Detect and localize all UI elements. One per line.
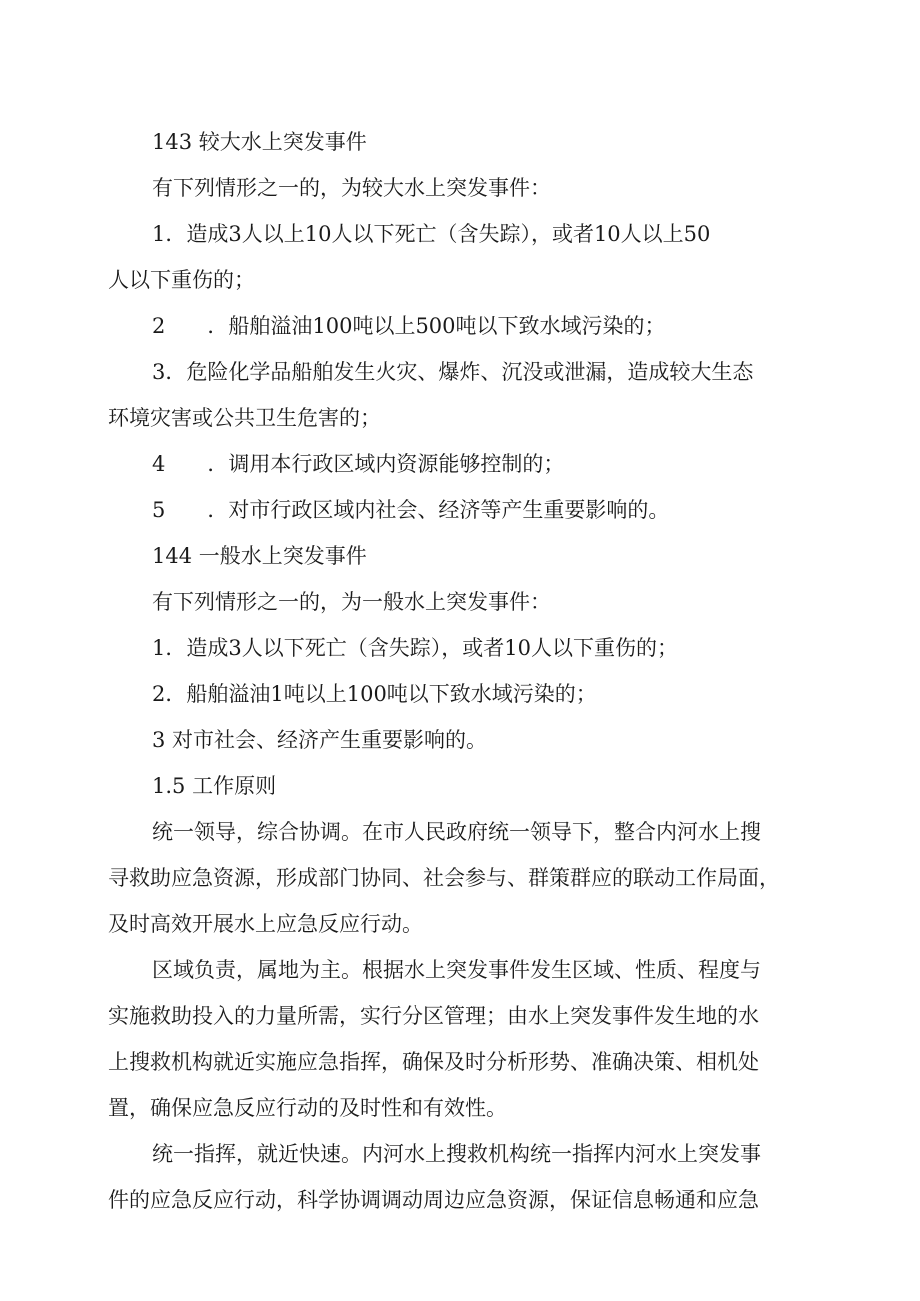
paragraph-line: 上搜救机构就近实施应急指挥，确保及时分析形势、准确决策、相机处 <box>108 1050 759 1074</box>
heading-1-4-4: 144 一般水上突发事件 <box>152 544 367 568</box>
list-item-line: 5 ．对市行政区域内社会、经济等产生重要影响的。 <box>152 498 670 522</box>
paragraph-line: 件的应急反应行动，科学协调调动周边应急资源，保证信息畅通和应急 <box>108 1188 759 1212</box>
heading-1-5: 1.5 工作原则 <box>152 774 277 798</box>
list-item-line: 3 对市社会、经济产生重要影响的。 <box>152 728 488 752</box>
heading-1-4-3: 143 较大水上突发事件 <box>152 130 367 154</box>
paragraph-line: 有下列情形之一的，为较大水上突发事件： <box>152 176 551 200</box>
paragraph-line: 统一领导，综合协调。在市人民政府统一领导下，整合内河水上搜 <box>152 820 761 844</box>
list-item-line: 3．危险化学品船舶发生火灾、爆炸、沉没或泄漏，造成较大生态 <box>152 360 754 384</box>
paragraph-line: 有下列情形之一的，为一般水上突发事件： <box>152 590 551 614</box>
paragraph-line: 及时高效开展水上应急反应行动。 <box>108 912 423 936</box>
list-item-line: 1．造成3人以下死亡（含失踪），或者10人以下重伤的； <box>152 636 678 660</box>
paragraph-line: 实施救助投入的力量所需，实行分区管理；由水上突发事件发生地的水 <box>108 1004 759 1028</box>
paragraph-line: 统一指挥，就近快速。内河水上搜救机构统一指挥内河水上突发事 <box>152 1142 761 1166</box>
list-item-line: 2 ．船舶溢油100吨以上500吨以下致水域污染的； <box>152 314 666 338</box>
paragraph-line: 寻救助应急资源，形成部门协同、社会参与、群策群应的联动工作局面， <box>108 866 780 890</box>
list-item-line: 4 ．调用本行政区域内资源能够控制的； <box>152 452 565 476</box>
paragraph-line: 置，确保应急反应行动的及时性和有效性。 <box>108 1096 507 1120</box>
list-item-line: 1．造成3人以上10人以下死亡（含失踪），或者10人以上50 <box>152 222 711 246</box>
list-item-line: 2．船舶溢油1吨以上100吨以下致水域污染的； <box>152 682 597 706</box>
list-item-line: 人以下重伤的； <box>108 268 255 292</box>
paragraph-line: 区域负责，属地为主。根据水上突发事件发生区域、性质、程度与 <box>152 958 761 982</box>
list-item-line: 环境灾害或公共卫生危害的； <box>108 406 381 430</box>
